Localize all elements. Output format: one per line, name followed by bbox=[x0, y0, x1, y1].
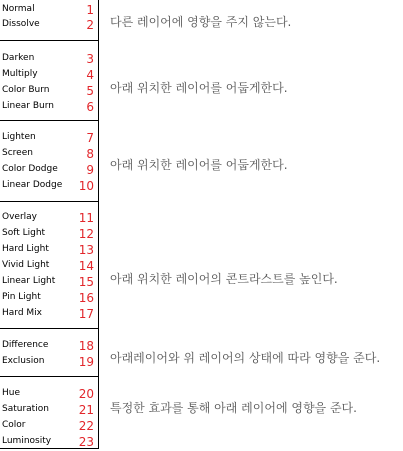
blend-mode-number: 10 bbox=[78, 179, 94, 193]
blend-mode-item[interactable] bbox=[2, 387, 97, 403]
blend-mode-name: Linear Light bbox=[2, 276, 56, 286]
group-description-lighten: 아래 위치한 레이어를 어둡게한다. bbox=[110, 158, 288, 172]
blend-mode-item[interactable] bbox=[2, 147, 97, 163]
blend-mode-item[interactable] bbox=[2, 3, 97, 19]
blend-mode-name: Saturation bbox=[2, 404, 49, 414]
group-description-normal: 다른 레이어에 영향을 주지 않는다. bbox=[110, 15, 292, 29]
blend-mode-name: Lighten bbox=[2, 132, 36, 142]
blend-mode-name: Luminosity bbox=[2, 436, 52, 446]
group-description-hue: 특정한 효과를 통해 아래 레이어에 영향을 준다. bbox=[110, 401, 357, 415]
blend-mode-number: 15 bbox=[78, 275, 94, 289]
blend-mode-number: 20 bbox=[78, 387, 94, 401]
blend-mode-name: Vivid Light bbox=[2, 260, 50, 270]
group-description-overlay: 아래 위치한 레이어의 콘트라스트를 높인다. bbox=[110, 272, 338, 286]
blend-mode-number: 11 bbox=[78, 211, 94, 225]
blend-mode-item[interactable] bbox=[2, 435, 97, 451]
blend-mode-name: Darken bbox=[2, 53, 35, 63]
blend-mode-number: 7 bbox=[86, 131, 94, 145]
blend-mode-name: Screen bbox=[2, 148, 33, 158]
blend-mode-item[interactable] bbox=[2, 68, 97, 84]
blend-mode-name: Pin Light bbox=[2, 292, 41, 302]
blend-mode-item[interactable] bbox=[2, 163, 97, 179]
blend-mode-name: Hue bbox=[2, 388, 21, 398]
blend-mode-item[interactable] bbox=[2, 275, 97, 291]
blend-mode-number: 5 bbox=[86, 84, 94, 98]
blend-mode-number: 16 bbox=[78, 291, 94, 305]
blend-mode-number: 23 bbox=[78, 435, 94, 449]
blend-mode-name: Difference bbox=[2, 340, 49, 350]
blend-mode-name: Hard Light bbox=[2, 244, 49, 254]
blend-mode-number: 18 bbox=[78, 339, 94, 353]
blend-group-darken bbox=[0, 40, 99, 120]
blend-mode-name: Dissolve bbox=[2, 19, 40, 29]
blend-mode-item[interactable] bbox=[2, 179, 97, 195]
blend-mode-name: Linear Dodge bbox=[2, 180, 63, 190]
blend-mode-item[interactable] bbox=[2, 131, 97, 147]
blend-mode-item[interactable] bbox=[2, 355, 97, 371]
blend-mode-item[interactable] bbox=[2, 211, 97, 227]
blend-group-normal bbox=[0, 0, 99, 40]
blend-mode-number: 21 bbox=[78, 403, 94, 417]
blend-mode-number: 9 bbox=[86, 163, 94, 177]
blend-group-difference bbox=[0, 328, 99, 376]
blend-mode-name: Color Burn bbox=[2, 85, 50, 95]
blend-mode-name: Normal bbox=[2, 4, 35, 14]
blend-group-overlay bbox=[0, 201, 99, 328]
blend-mode-number: 12 bbox=[78, 227, 94, 241]
blend-mode-item[interactable] bbox=[2, 227, 97, 243]
blend-mode-number: 3 bbox=[86, 52, 94, 66]
blend-mode-item[interactable] bbox=[2, 18, 97, 34]
blend-mode-number: 2 bbox=[86, 18, 94, 32]
blend-mode-number: 1 bbox=[86, 3, 94, 17]
blend-mode-name: Hard Mix bbox=[2, 308, 42, 318]
blend-mode-name: Color Dodge bbox=[2, 164, 58, 174]
blend-mode-item[interactable] bbox=[2, 84, 97, 100]
blend-group-lighten bbox=[0, 120, 99, 201]
blend-mode-number: 8 bbox=[86, 147, 94, 161]
blend-mode-item[interactable] bbox=[2, 403, 97, 419]
blend-mode-item[interactable] bbox=[2, 419, 97, 435]
blend-mode-name: Exclusion bbox=[2, 356, 45, 366]
group-description-darken: 아래 위치한 레이어를 어둡게한다. bbox=[110, 81, 288, 95]
blend-mode-number: 14 bbox=[78, 259, 94, 273]
blend-group-hue bbox=[0, 376, 99, 449]
group-description-difference: 아래레이어와 위 레이어의 상태에 따라 영향을 준다. bbox=[110, 351, 381, 365]
blend-mode-item[interactable] bbox=[2, 100, 97, 116]
blend-mode-item[interactable] bbox=[2, 339, 97, 355]
blend-mode-name: Multiply bbox=[2, 69, 38, 79]
blend-mode-item[interactable] bbox=[2, 52, 97, 68]
blend-mode-item[interactable] bbox=[2, 259, 97, 275]
blend-mode-number: 19 bbox=[78, 355, 94, 369]
blend-mode-list bbox=[0, 0, 99, 449]
blend-mode-number: 13 bbox=[78, 243, 94, 257]
blend-mode-name: Overlay bbox=[2, 212, 37, 222]
blend-mode-number: 4 bbox=[86, 68, 94, 82]
blend-mode-item[interactable] bbox=[2, 291, 97, 307]
blend-mode-item[interactable] bbox=[2, 307, 97, 323]
blend-mode-name: Color bbox=[2, 420, 26, 430]
blend-mode-name: Soft Light bbox=[2, 228, 46, 238]
blend-mode-name: Linear Burn bbox=[2, 101, 54, 111]
blend-mode-number: 22 bbox=[78, 419, 94, 433]
blend-mode-number: 6 bbox=[86, 100, 94, 114]
blend-mode-item[interactable] bbox=[2, 243, 97, 259]
blend-mode-number: 17 bbox=[78, 307, 94, 321]
